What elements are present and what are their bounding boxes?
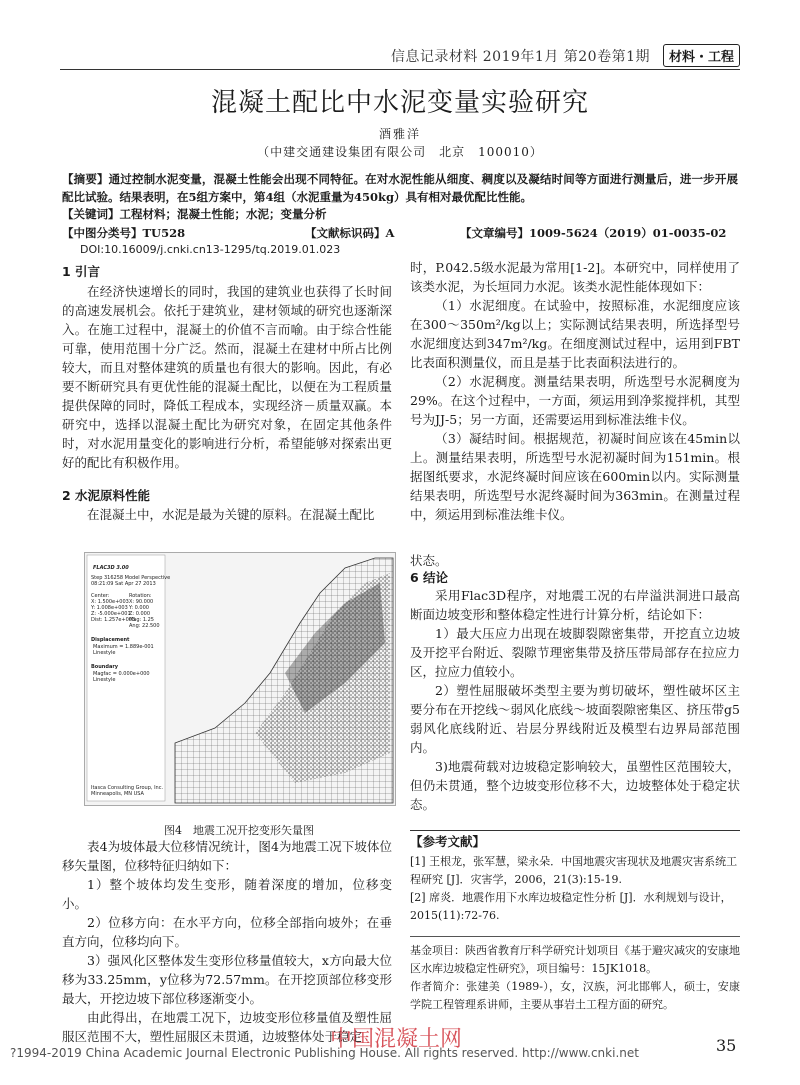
- paragraph: 在混凝土中，水泥是最为关键的原料。在混凝土配比: [87, 507, 375, 522]
- references-heading: 【参考文献】: [410, 834, 486, 849]
- legend-line: 08:21:09 Sat Apr 27 2013: [91, 581, 156, 587]
- section-body-cement: [62, 505, 392, 524]
- copyright-footer: ?1994-2019 China Academic Journal Electronic Publishing House. All rights reserved. http://www.cnki.net: [10, 1046, 639, 1060]
- references-divider: [410, 830, 740, 831]
- svg-text:Mag: 1.25: Mag: 1.25: [129, 617, 154, 623]
- left-column-bottom: [62, 837, 392, 1046]
- svg-text:Dist: 1.257e+003: Dist: 1.257e+003: [91, 617, 136, 623]
- doi: DOI:10.16009/j.cnki.cn13-1295/tq.2019.01.023: [80, 243, 341, 256]
- section-body-intro: [62, 282, 392, 472]
- paragraph: 1）整个坡体均发生变形，随着深度的增加，位移变小。: [62, 877, 392, 911]
- paragraph: 时，P.042.5级水泥最为常用[1-2]。本研究中，同样使用了该类水泥，为长垣同力水泥。该类水泥性能体现如下：: [410, 260, 740, 294]
- section-heading-intro: 1 引言: [62, 264, 101, 279]
- svg-text:Y: 0.000: Y: 0.000: [129, 605, 149, 611]
- page-number: 35: [716, 1036, 737, 1055]
- boundary-label: Boundary: [91, 664, 119, 670]
- header-divider: [60, 69, 740, 70]
- funding-line: 基金项目：陕西省教育厅科学研究计划项目《基于避灾减灾的安康地区水库边坡稳定性研究》，项目编号：15JK1018。: [410, 944, 740, 975]
- journal-header: 信息记录材料 2019年1月 第20卷第1期: [390, 49, 650, 65]
- credit-line: Itasca Consulting Group, Inc.: [91, 785, 164, 791]
- section-badge: 材料・工程: [663, 44, 740, 67]
- keywords: 【关键词】工程材料；混凝土性能；水泥；变量分析: [62, 207, 327, 221]
- figure-caption: 图4 地震工况开挖变形矢量图: [164, 824, 314, 837]
- author: 酒雅洋: [378, 127, 421, 141]
- paragraph: （1）水泥细度。在试验中，按照标准，水泥细度应该在300～350m²/kg以上；实际测试结果表明，所选择型号水泥细度达到347m²/kg。在细度测试过程中，运用到FBT比表面积测量仪，而且是基于比表面积法进行的。: [410, 298, 740, 370]
- paragraph: 2）位移方向：在水平方向，位移全部指向坡外；在垂直方向，位移均向下。: [62, 915, 392, 949]
- svg-text:X: 1.500e+003: X: 1.500e+003: [91, 599, 129, 605]
- author-bio: 作者简介：张建美（1989-），女，汉族，河北邯郸人，硕士，安康学院工程管理系讲师，主要从事岩土工程方面的研究。: [410, 980, 740, 1011]
- figure-flac3d-displacement: [84, 552, 396, 806]
- svg-text:Maximum = 1.889e-001: Maximum = 1.889e-001: [93, 644, 154, 650]
- svg-text:Magfac = 0.000e+000: Magfac = 0.000e+000: [93, 671, 150, 677]
- rotation-label: Rotation:: [129, 593, 152, 599]
- paragraph: 由此得出，在地震工况下，边坡变形位移量值及塑性屈服区范围不大，塑性屈服区未贯通，边坡整体处于稳定: [62, 1010, 392, 1044]
- section-heading-conclusion: 6 结论: [410, 570, 449, 585]
- paragraph: （2）水泥稠度。测量结果表明，所选型号水泥稠度为29%。在这个过程中，一方面，须运用到净浆搅拌机，其型号为JJ-5；另一方面，还需要运用到标准法维卡仪。: [410, 374, 740, 427]
- svg-text:Z: 0.000: Z: 0.000: [129, 611, 151, 617]
- paragraph: （3）凝结时间。根据规范，初凝时间应该在45min以上。测量结果表明，所选型号水泥初凝时间为151min。根据图纸要求，水泥终凝时间应该在600min以内。实际测量结果表明，所选型号水泥终凝时间为363min。在测量过程中，须运用到标准法维卡仪。: [410, 431, 740, 522]
- credit-line: Minneapolis, MN USA: [91, 791, 144, 797]
- affiliation: （中建交通建设集团有限公司 北京 100010）: [257, 145, 543, 159]
- center-label: Center:: [91, 593, 110, 599]
- article-number: 【文章编号】1009-5624（2019）01-0035-02: [460, 226, 727, 240]
- displacement-label: Displacement: [91, 637, 130, 643]
- clc-number: 【中图分类号】TU528: [62, 226, 186, 240]
- watermark-logo: 中国混凝土网: [330, 1027, 463, 1052]
- abstract: 【摘要】通过控制水泥变量，混凝土性能会出现不同特征。在对水泥性能从细度、稠度以及凝结时间等方面进行测量后，进一步开展配比试验。结果表明，在5组方案中，第4组（水泥重量为450kg）具有相对最优配比性能。: [62, 172, 738, 204]
- figure-graphic: [85, 553, 395, 805]
- funding-notes: [410, 942, 740, 1014]
- svg-text:Z: -5.000e+001: Z: -5.000e+001: [91, 611, 131, 617]
- paper-title: 混凝土配比中水泥变量实验研究: [210, 88, 589, 118]
- paragraph: 在经济快速增长的同时，我国的建筑业也获得了长时间的高速发展机会。依托于建筑业，建材领域的研究也逐渐深入。在施工过程中，混凝土的价值不言而喻。由于综合性能可靠，使用范围十分广泛。然而，混凝土在建材中所占比例较大，而且对整体建筑的质量也有很大的影响。因此，有必要不断研究具有更优性能的混凝土配比，以便在为工程质量提供保障的同时，降低工程成本，实现经济－质量双赢。本研究中，选择以混凝土配比为研究对象，在固定其他条件时，对水泥用量变化的影响进行分析，希望能够对探索出更好的配比有积极作用。: [62, 284, 392, 470]
- svg-text:X: 90.000: X: 90.000: [129, 599, 154, 605]
- svg-text:Ang: 22.500: Ang: 22.500: [129, 623, 160, 629]
- svg-text:Y: 1.008e+003: Y: 1.008e+003: [91, 605, 128, 611]
- paragraph: 3)地震荷载对边坡稳定影响较大，虽塑性区范围较大，但仍未贯通，整个边坡变形位移不大，边坡整体处于稳定状态。: [410, 759, 740, 812]
- reference-item: [1] 王根龙，张军慧，梁永朵．中国地震灾害现状及地震灾害系统工程研究 [J]．灾害学，2006，21(3):15-19.: [410, 855, 738, 886]
- reference-item: [2] 席炎．地震作用下水库边坡稳定性分析 [J]．水利规划与设计，2015(11):72-76.: [410, 891, 732, 922]
- section-heading-cement: 2 水泥原料性能: [62, 488, 151, 503]
- right-column-top: [410, 258, 740, 524]
- document-code: 【文献标识码】A: [305, 226, 395, 240]
- funding-divider: [410, 936, 740, 937]
- section-body-conclusion: [410, 586, 740, 814]
- paragraph: 1）最大压应力出现在坡脚裂隙密集带，开挖直立边坡及开挖平台附近、裂隙节理密集带及挤压带局部存在拉应力区，拉应力值较小。: [410, 626, 740, 679]
- paragraph: 2）塑性屈服破坏类型主要为剪切破坏，塑性破坏区主要分布在开挖线～弱风化底线～坡面裂隙密集区、挤压带g5弱风化底线附近、岩层分界线附近及模型右边界局部范围内。: [410, 683, 740, 755]
- paragraph: 3）强风化区整体发生变形位移量值较大，x方向最大位移为33.25mm，y位移为72.57mm。在开挖顶部位移变形最大，开挖边坡下部位移逐渐变小。: [62, 953, 392, 1006]
- continued-text: 状态。: [410, 553, 448, 568]
- app-title: FLAC3D 3.00: [93, 565, 129, 571]
- svg-text:Linestyle: Linestyle: [93, 650, 116, 656]
- references-list: [410, 853, 740, 925]
- paragraph: 表4为坡体最大位移情况统计，图4为地震工况下坡体位移矢量图，位移特征归纳如下：: [62, 839, 392, 873]
- legend-line: Step 316258 Model Perspective: [91, 575, 171, 581]
- svg-text:Linestyle: Linestyle: [93, 677, 116, 683]
- paragraph: 采用Flac3D程序，对地震工况的右岸溢洪洞进口最高断面边坡变形和整体稳定性进行计算分析，结论如下：: [410, 588, 740, 622]
